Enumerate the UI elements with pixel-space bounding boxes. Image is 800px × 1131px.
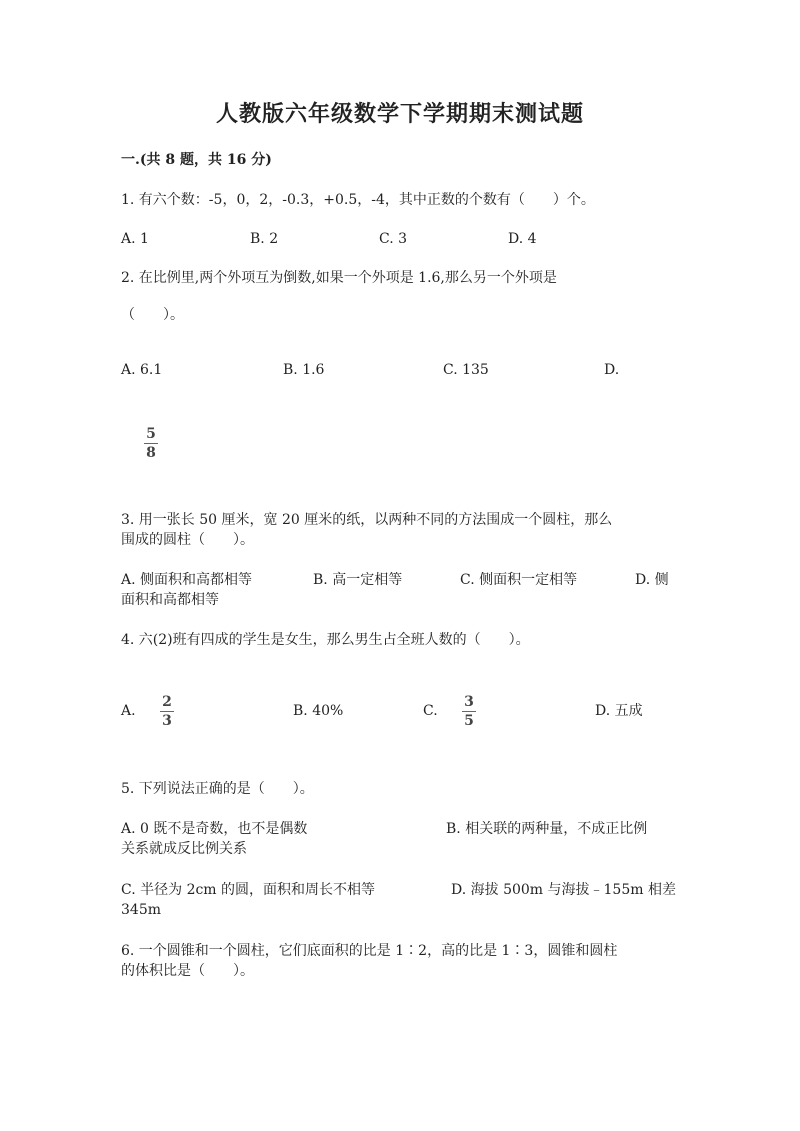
question-4-option-b: B. 40%: [293, 703, 344, 719]
fraction-denominator: 3: [162, 713, 172, 729]
question-6-stem-line-2: 的体积比是（ ）。: [121, 963, 254, 979]
section-heading: 一.(共 8 题，共 16 分): [121, 152, 272, 168]
question-1-option-b: B. 2: [250, 231, 279, 247]
question-5-option-a: A. 0 既不是奇数，也不是偶数: [121, 821, 308, 837]
question-1-stem: 1. 有六个数：-5，0，2，-0.3，+0.5，-4，其中正数的个数有（ ）个。: [121, 192, 595, 208]
question-3-option-b: B. 高一定相等: [313, 572, 403, 588]
fraction-denominator: 5: [464, 713, 474, 729]
question-2-fraction-d: [144, 427, 158, 460]
question-5-option-b-wrap: 关系就成反比例关系: [121, 841, 247, 857]
question-3-option-a: A. 侧面积和高都相等: [121, 572, 253, 588]
question-2-stem-line-2: （ ）。: [121, 307, 184, 323]
question-1-option-d: D. 4: [508, 231, 537, 247]
question-3-stem-line-2: 围成的圆柱（ ）。: [121, 532, 254, 548]
question-4-option-c: C.: [423, 703, 438, 719]
fraction-bar: [144, 443, 158, 444]
question-2-stem-line-1: 2. 在比例里,两个外项互为倒数,如果一个外项是 1.6,那么另一个外项是: [121, 270, 557, 286]
question-4-stem: 4. 六(2)班有四成的学生是女生，那么男生占全班人数的（ ）。: [121, 632, 530, 648]
fraction-numerator: 5: [146, 426, 156, 442]
question-4-fraction-a: [160, 695, 174, 728]
fraction-numerator: 3: [464, 694, 474, 710]
question-5-option-b: B. 相关联的两种量，不成正比例: [446, 821, 648, 837]
question-4-option-d: D. 五成: [595, 703, 643, 719]
fraction-bar: [160, 711, 174, 712]
question-5-option-d: D. 海拔 500m 与海拔﹣155m 相差: [451, 882, 676, 898]
question-4-option-a: A.: [121, 703, 136, 719]
question-4-fraction-c: [462, 695, 476, 728]
question-2-option-b: B. 1.6: [283, 362, 325, 378]
fraction-bar: [462, 711, 476, 712]
question-1-option-c: C. 3: [379, 231, 408, 247]
question-3-option-d-wrap: 面积和高都相等: [121, 592, 219, 608]
question-2-option-d: D.: [604, 362, 620, 378]
question-2-option-c: C. 135: [443, 362, 489, 378]
fraction-numerator: 2: [162, 694, 172, 710]
question-5-stem: 5. 下列说法正确的是（ ）。: [121, 781, 314, 797]
question-1-option-a: A. 1: [121, 231, 149, 247]
question-6-stem-line-1: 6. 一个圆锥和一个圆柱，它们底面积的比是 1∶2，高的比是 1∶3，圆锥和圆柱: [121, 943, 618, 959]
question-3-stem-line-1: 3. 用一张长 50 厘米，宽 20 厘米的纸，以两种不同的方法围成一个圆柱，那么: [121, 512, 613, 528]
question-3-option-c: C. 侧面积一定相等: [460, 572, 578, 588]
fraction-denominator: 8: [146, 445, 156, 461]
question-5-option-d-wrap: 345m: [121, 902, 161, 918]
question-2-option-a: A. 6.1: [121, 362, 163, 378]
page-title: 人教版六年级数学下学期期末测试题: [215, 101, 584, 127]
question-3-option-d: D. 侧: [635, 572, 669, 588]
question-5-option-c: C. 半径为 2cm 的圆，面积和周长不相等: [121, 882, 376, 898]
